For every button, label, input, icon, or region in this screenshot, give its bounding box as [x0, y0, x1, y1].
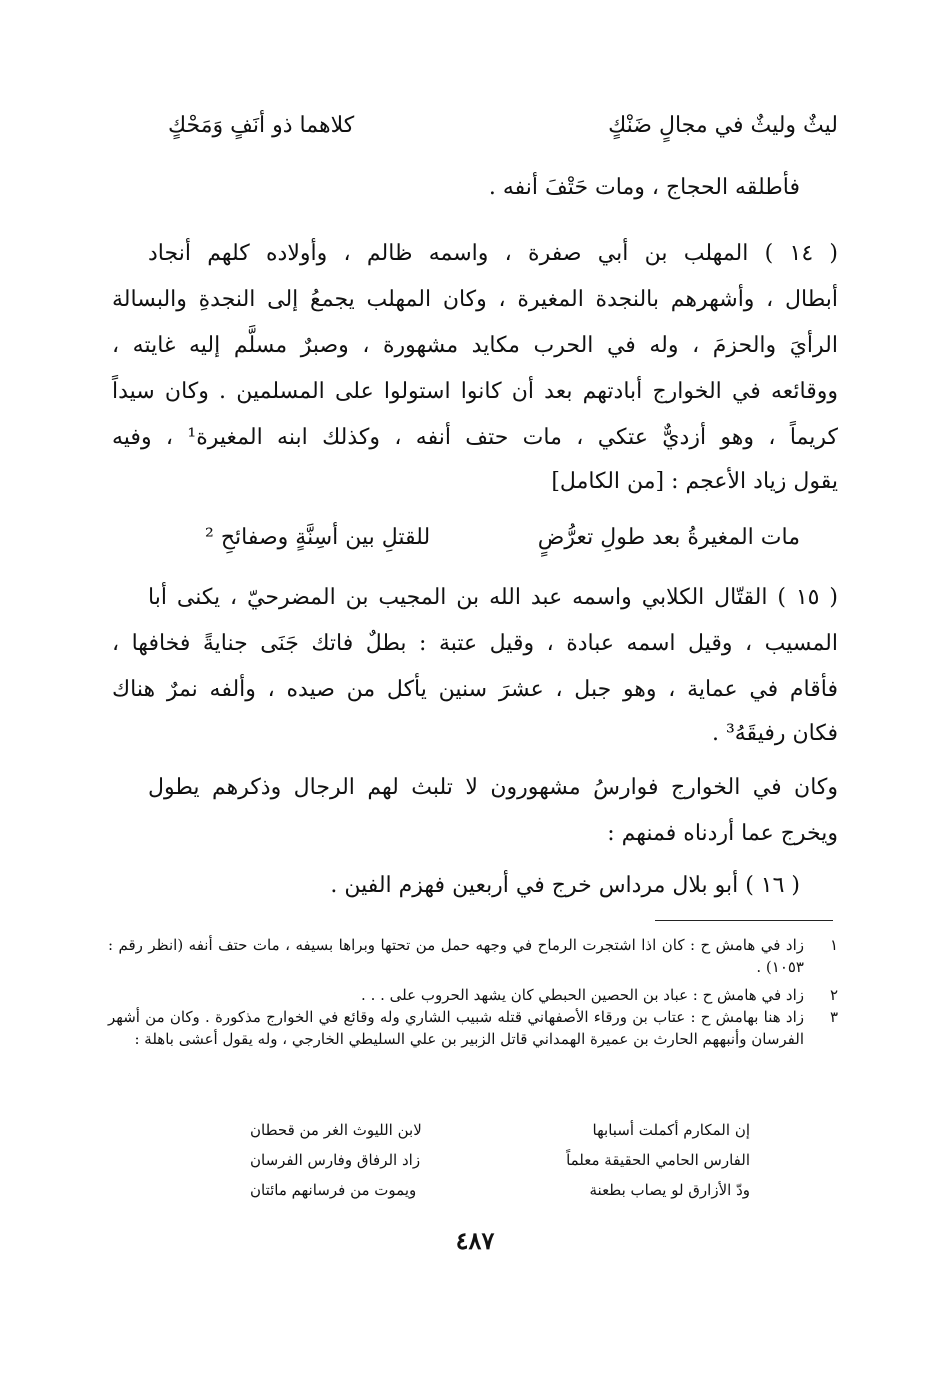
- paragraph-khawarij-line-2: ويخرج عما أردناه فمنهم :: [607, 821, 838, 846]
- paragraph-14-line-1: ( ١٤ ) المهلب بن أبي صفرة ، واسمه ظالم ، وأولاده كلهم أنجاد: [148, 241, 838, 266]
- footnote-number: ٣: [829, 1008, 838, 1026]
- footnote-verse-left: لابن الليوث الغر من قحطان: [250, 1121, 422, 1139]
- footnote-2: [108, 984, 838, 1006]
- footnote-list: [108, 934, 838, 1050]
- paragraph-15-line-2: المسيب ، وقيل اسمه عبادة ، وقيل عتبة : بطلٌ فاتك جَنَى جنايةً فخافها ،: [112, 631, 838, 656]
- verse-hemistich-left: للقتلِ بين أسِنَّةٍ وصفائحِ ²: [205, 525, 431, 550]
- footnote-verse-right: ودّ الأزارق لو يصاب بطعنة: [589, 1181, 750, 1199]
- paragraph-16: ( ١٦ ) أبو بلال مرداس خرج في أربعين فهزم الفين .: [330, 873, 800, 898]
- paragraph-14-line-3: الرأيَ والحزمَ ، وله في الحرب مكايد مشهورة ، وصبرٌ مسلَّم إليه غايته ،: [112, 333, 838, 358]
- paragraph-14-line-5: كريماً ، وهو أزديٌّ عتكي ، مات حتف أنفه ، وكذلك ابنه المغيرة¹ ، وفيه: [112, 425, 838, 450]
- footnote-verse-left: زاد الرفاق وفارس الفرسان: [250, 1151, 421, 1169]
- footnote-text: زاد في هامش ح : عباد بن الحصين الحبطي كان يشهد الحروب على . . .: [361, 986, 804, 1004]
- paragraph-14-line-4: ووقائعه في الخوارج أبادتهم بعد أن كانوا استولوا على المسلمين . وكان سيداً: [112, 379, 838, 404]
- page-number: ٤٨٧: [455, 1226, 495, 1255]
- verse-hemistich-right: ليثٌ وليثٌ في مجالٍ ضَنْكٍ: [608, 113, 838, 138]
- paragraph-14-line-6: يقول زياد الأعجم : [من الكامل]: [551, 469, 838, 494]
- footnote-verse-right: إن المكارم أكملت أسبابها: [592, 1121, 750, 1139]
- footnote-text: زاد في هامش ح : كان اذا اشتجرت الرماح في وجهه حمل من تحتها وبراها بسيفه ، مات حتف أنفه (انظر رقم : ١٠٥٣) .: [108, 936, 804, 976]
- verse-hemistich-right: مات المغيرةُ بعد طولِ تعرُّضٍ: [537, 525, 800, 550]
- footnote-separator: [655, 920, 833, 921]
- paragraph-khawarij-line-1: وكان في الخوارج فوارسُ مشهورون لا تلبث لهم الرجال وذكرهم يطول: [148, 775, 838, 800]
- footnote-verse-left: ويموت من فرسانهم مائتان: [250, 1181, 417, 1199]
- footnote-number: ١: [829, 936, 838, 954]
- footnote-number: ٢: [829, 986, 838, 1004]
- verse-hemistich-left: كلاهما ذو أنَفٍ وَمَحْكٍ: [168, 113, 355, 138]
- paragraph-15-line-1: ( ١٥ ) القتّال الكلابي واسمه عبد الله بن المجيب بن المضرحيّ ، يكنى أبا: [148, 585, 838, 610]
- footnote-3: [108, 1006, 838, 1050]
- paragraph-14-line-2: أبطال ، وأشهرهم بالنجدة المغيرة ، وكان المهلب يجمعُ إلى النجدةِ والبسالة: [112, 287, 838, 312]
- footnote-verse-right: الفارس الحامي الحقيقة معلماً: [566, 1151, 750, 1169]
- paragraph-15-line-3: فأقام في عماية ، وهو جبل ، عشرَ سنين يأكل من صيده ، وألفه نمرٌ هناك: [112, 677, 838, 702]
- paragraph-line: فأطلقه الحجاج ، ومات حَتْفَ أنفه .: [488, 175, 800, 200]
- paragraph-15-line-4: فكان رفيقَهُ³ .: [711, 721, 838, 746]
- footnote-1: [108, 934, 838, 978]
- footnote-text: زاد هنا بهامش ح : عتاب بن ورقاء الأصفهاني قتله شبيب الشاري وله وقائع في الخوارج مذكورة . وكان من أشهر الفرسان وأنبههم الحارث بن عميرة الهمداني قاتل الزبير بن علي السليطي الخارجي ، وله يقول أعشى باهلة :: [108, 1008, 804, 1048]
